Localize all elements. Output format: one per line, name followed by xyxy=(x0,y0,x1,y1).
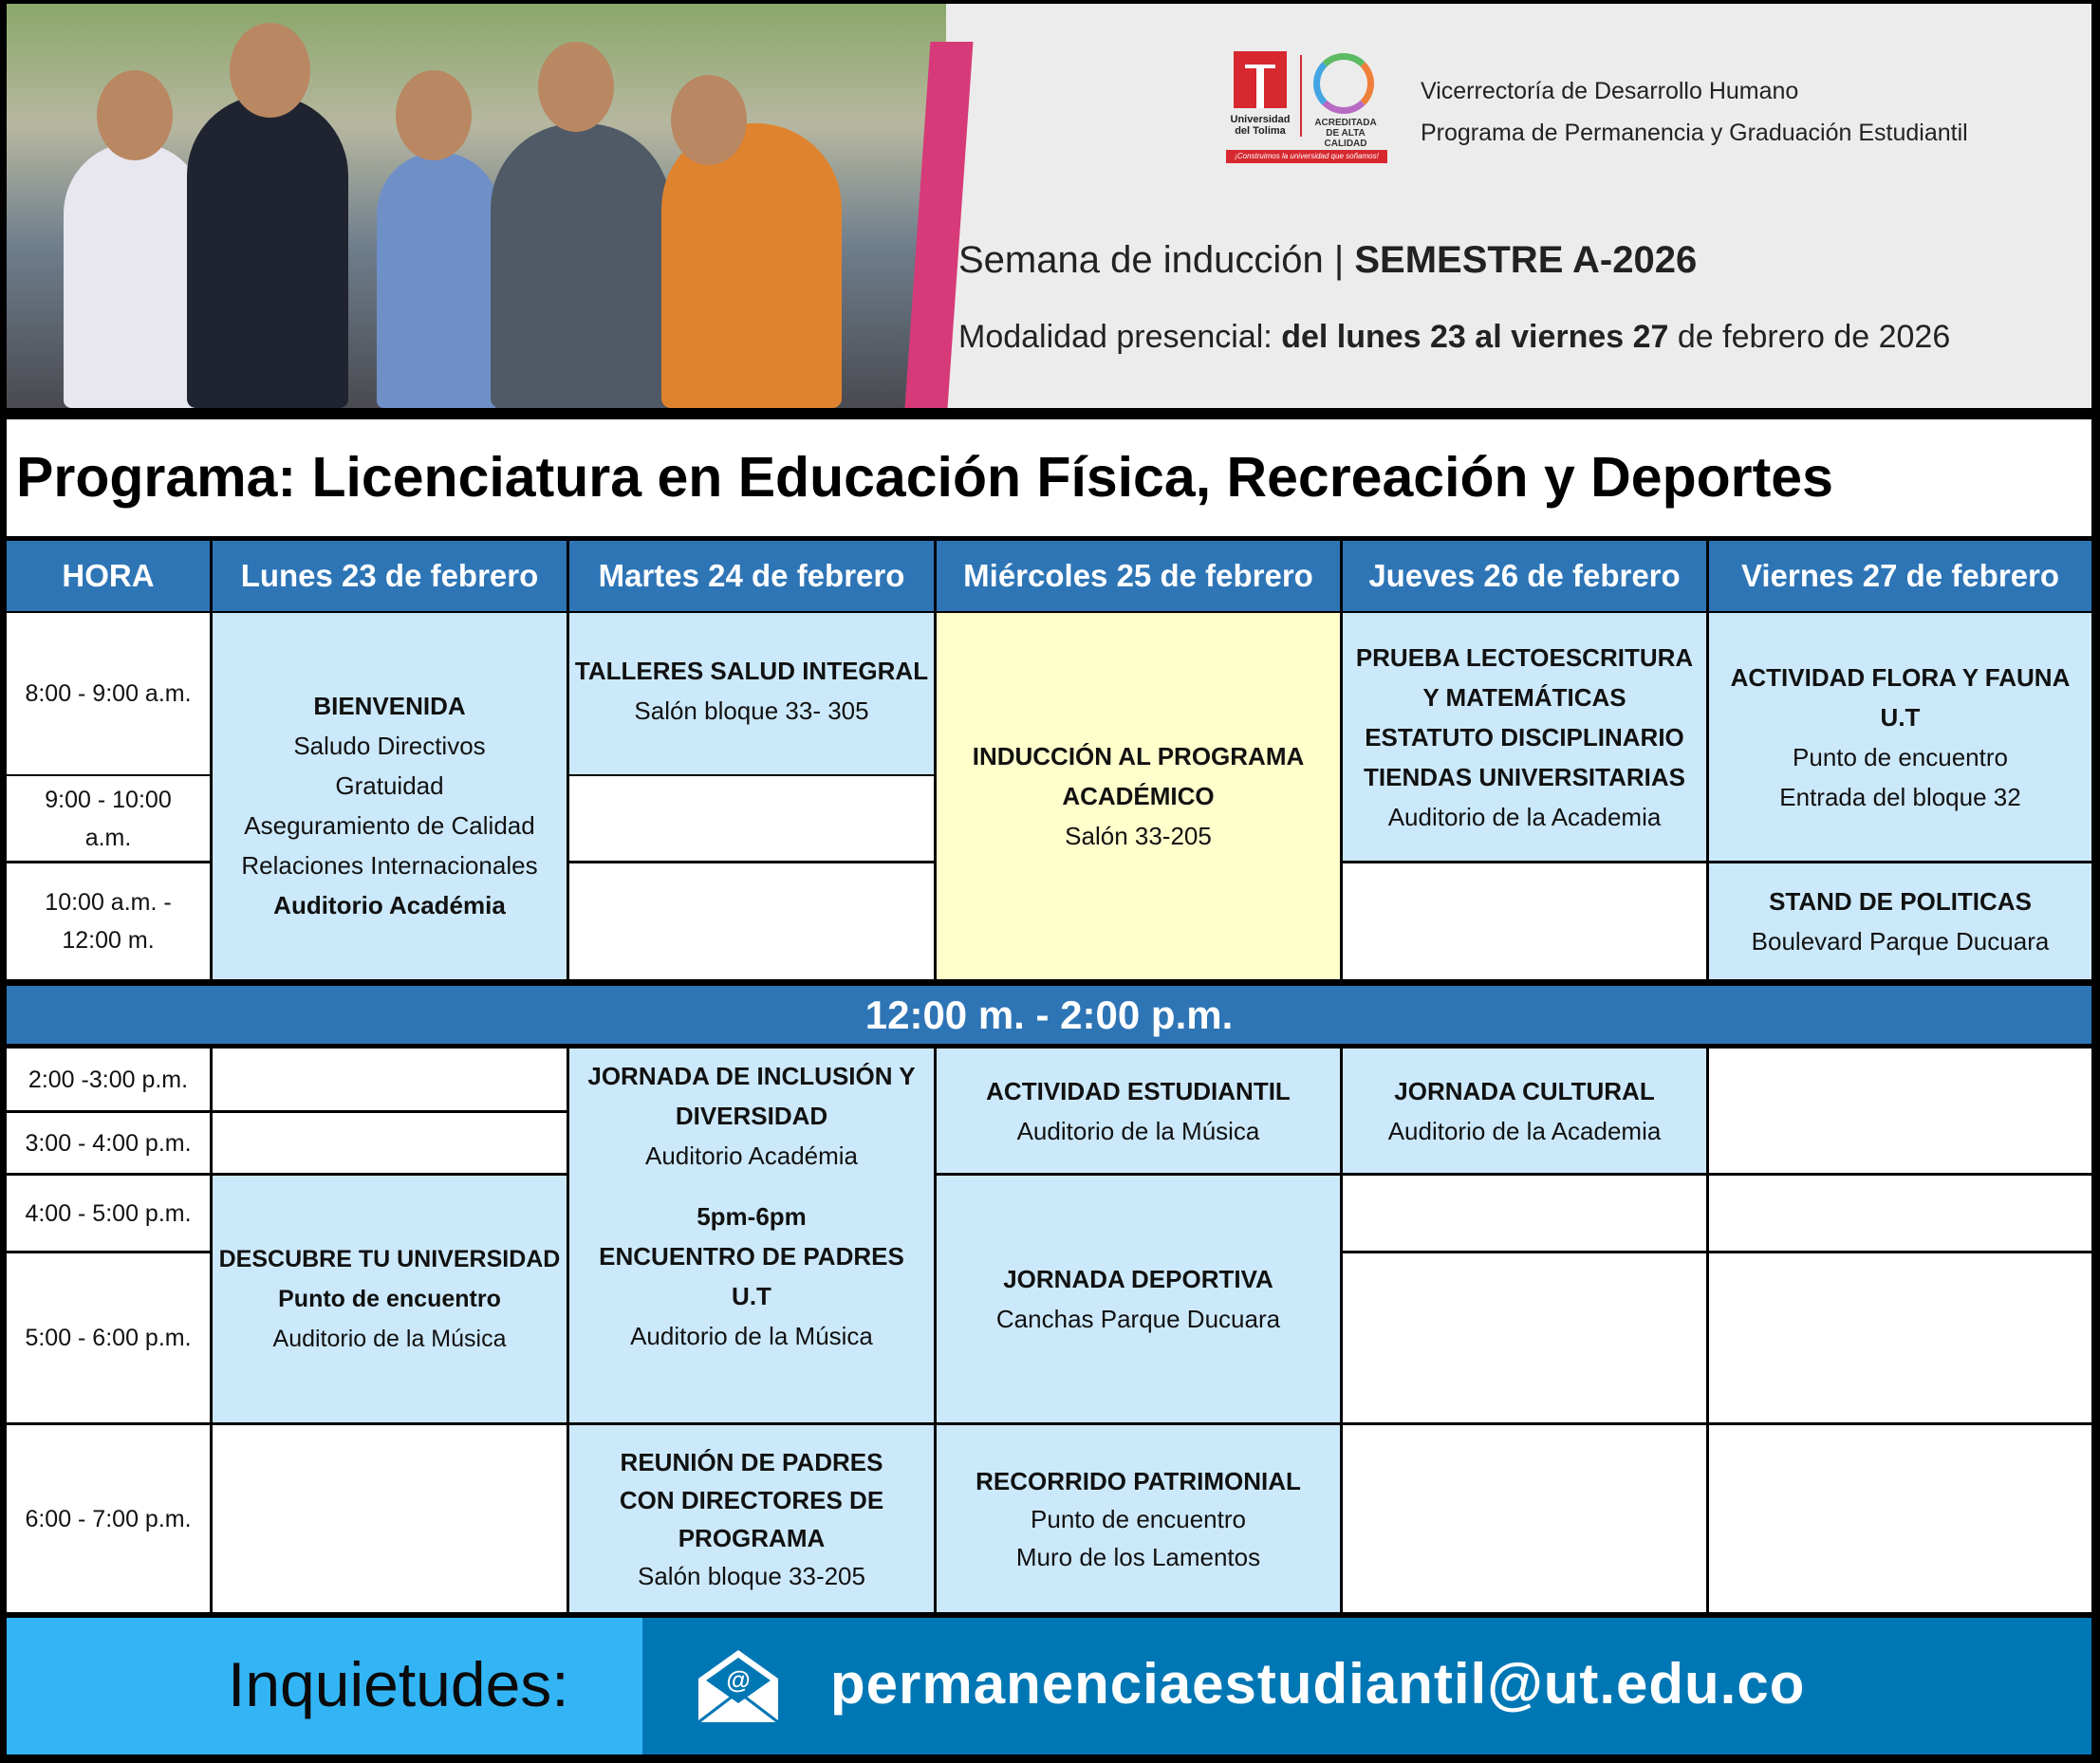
time-slot-2-3: 2:00 -3:00 p.m. xyxy=(7,1049,210,1110)
event-title: TIENDAS UNIVERSITARIAS xyxy=(1364,762,1685,791)
event-flora-fauna xyxy=(1709,613,2091,861)
students-photo xyxy=(7,4,946,408)
event-title: ACADÉMICO xyxy=(1062,782,1215,810)
inquiries-label: Inquietudes: xyxy=(228,1649,569,1719)
event-place: Entrada del bloque 32 xyxy=(1779,782,2021,811)
empty-slot xyxy=(1343,1425,1706,1612)
accreditation-label: ACREDITADA DE ALTA CALIDAD xyxy=(1314,118,1377,149)
event-place: Auditorio de la Academia xyxy=(1387,1116,1662,1145)
event-inclusion-diversidad xyxy=(569,1049,934,1422)
col-header-wednesday: Miércoles 25 de febrero xyxy=(937,541,1340,611)
slogan: ¡Construimos la universidad que soñamos! xyxy=(1226,150,1387,163)
col-header-thursday: Jueves 26 de febrero xyxy=(1343,541,1706,611)
event-prueba-lectoescritura xyxy=(1343,613,1706,861)
email-at-envelope-icon xyxy=(693,1646,784,1726)
time-line: 12:00 m. xyxy=(62,927,155,954)
event-title: STAND DE POLITICAS xyxy=(1769,887,2032,916)
modality-dates xyxy=(958,319,1950,356)
empty-slot xyxy=(213,1425,567,1612)
semester-label: SEMESTRE A-2026 xyxy=(1354,239,1698,281)
empty-slot xyxy=(1709,1425,2091,1612)
col-header-tuesday: Martes 24 de febrero xyxy=(569,541,934,611)
event-title: ACTIVIDAD ESTUDIANTIL xyxy=(986,1076,1291,1105)
time-slot-6-7: 6:00 - 7:00 p.m. xyxy=(7,1425,210,1612)
ut-logo-icon xyxy=(1234,51,1287,108)
event-jornada-deportiva xyxy=(937,1176,1340,1422)
event-actividad-estudiantil xyxy=(937,1049,1340,1173)
event-place: Auditorio de la Música xyxy=(630,1322,873,1350)
empty-slot xyxy=(1343,1253,1706,1422)
empty-slot xyxy=(213,1113,567,1173)
time-slot-10-12 xyxy=(7,863,210,979)
event-title: Y MATEMÁTICAS xyxy=(1422,682,1626,712)
event-place: Salón 33-205 xyxy=(1065,822,1212,850)
event-title: JORNADA DEPORTIVA xyxy=(1003,1265,1273,1293)
event-title: JORNADA CULTURAL xyxy=(1394,1076,1655,1105)
col-header-monday: Lunes 23 de febrero xyxy=(213,541,567,611)
event-title: U.T xyxy=(1880,702,1921,732)
time-slot-9-10 xyxy=(7,776,210,861)
event-title: ACTIVIDAD FLORA Y FAUNA xyxy=(1730,662,2071,692)
organization-text xyxy=(1421,70,1968,154)
col-header-friday: Viernes 27 de febrero xyxy=(1709,541,2091,611)
empty-slot xyxy=(1343,863,1706,979)
time-slot-4-5: 4:00 - 5:00 p.m. xyxy=(7,1176,210,1251)
event-title: RECORRIDO PATRIMONIAL xyxy=(976,1466,1301,1495)
time-line: a.m. xyxy=(84,824,132,851)
event-line: Saludo Directivos xyxy=(293,732,486,760)
event-place: Auditorio de la Música xyxy=(1016,1116,1260,1145)
event-place: Punto de encuentro xyxy=(1031,1504,1246,1533)
event-title: ENCUENTRO DE PADRES xyxy=(599,1242,904,1271)
event-place: Auditorio de la Música xyxy=(272,1326,507,1352)
event-place: Salón bloque 33-205 xyxy=(638,1561,865,1590)
week-prefix: Semana de inducción | xyxy=(958,239,1355,281)
event-place: Boulevard Parque Ducuara xyxy=(1751,927,2050,956)
event-title: DESCUBRE TU UNIVERSIDAD xyxy=(218,1246,561,1272)
col-header-hora: HORA xyxy=(7,541,210,611)
event-subtitle: Punto de encuentro xyxy=(278,1286,501,1312)
empty-slot xyxy=(1709,1049,2091,1173)
empty-slot xyxy=(1343,1176,1706,1251)
event-place: Canchas Parque Ducuara xyxy=(995,1305,1281,1333)
event-bienvenida xyxy=(213,613,567,979)
event-place: Salón bloque 33- 305 xyxy=(634,696,869,725)
event-title: ESTATUTO DISCIPLINARIO xyxy=(1365,722,1684,752)
time-slot-8-9: 8:00 - 9:00 a.m. xyxy=(7,613,210,774)
event-talleres-salud xyxy=(569,613,934,774)
event-title: CON DIRECTORES DE xyxy=(619,1485,884,1514)
event-title: U.T xyxy=(732,1282,771,1310)
empty-slot xyxy=(569,863,934,979)
event-title: INDUCCIÓN AL PROGRAMA xyxy=(972,742,1305,770)
time-line: 10:00 a.m. - xyxy=(45,889,172,916)
event-time: 5pm-6pm xyxy=(697,1202,807,1231)
event-place: Auditorio de la Academia xyxy=(1387,802,1662,831)
event-line: Gratuidad xyxy=(335,771,444,800)
event-line: Relaciones Internacionales xyxy=(241,851,538,880)
date-range: del lunes 23 al viernes 27 xyxy=(1281,319,1669,355)
induction-week-heading xyxy=(958,239,1697,282)
event-descubre-universidad xyxy=(213,1176,567,1422)
event-title: PROGRAMA xyxy=(678,1523,826,1552)
event-title: DIVERSIDAD xyxy=(675,1102,828,1130)
empty-slot xyxy=(1709,1253,2091,1422)
event-title: TALLERES SALUD INTEGRAL xyxy=(574,657,929,685)
event-place: Auditorio Académia xyxy=(273,891,506,919)
contact-email-link[interactable]: permanenciaestudiantil@ut.edu.co xyxy=(830,1652,1806,1716)
event-title: JORNADA DE INCLUSIÓN Y xyxy=(587,1062,916,1090)
modality-prefix: Modalidad presencial: xyxy=(958,319,1282,355)
header-banner xyxy=(7,4,2091,408)
svg-text:@: @ xyxy=(726,1665,751,1694)
empty-slot xyxy=(569,776,934,861)
event-reunion-padres xyxy=(569,1425,934,1612)
accreditation-logo-icon xyxy=(1313,53,1374,114)
event-line: Aseguramiento de Calidad xyxy=(244,811,535,840)
event-jornada-cultural xyxy=(1343,1049,1706,1173)
lunch-break-bar: 12:00 m. - 2:00 p.m. xyxy=(7,986,2091,1044)
event-stand-politicas xyxy=(1709,863,2091,979)
event-induccion-programa xyxy=(937,613,1340,979)
institution-logos xyxy=(1226,51,1397,165)
time-line: 9:00 - 10:00 xyxy=(45,786,172,813)
event-place: Auditorio Académia xyxy=(644,1141,859,1170)
event-title: REUNIÓN DE PADRES xyxy=(620,1447,883,1476)
event-place: Muro de los Lamentos xyxy=(1015,1542,1261,1571)
event-place: Punto de encuentro xyxy=(1793,742,2008,771)
page-title: Programa: Licenciatura en Educación Física, Recreación y Deportes xyxy=(7,419,2091,536)
event-title: BIENVENIDA xyxy=(313,692,466,720)
org-line-1: Vicerrectoría de Desarrollo Humano xyxy=(1421,78,1799,104)
time-slot-3-4: 3:00 - 4:00 p.m. xyxy=(7,1113,210,1173)
time-slot-5-6: 5:00 - 6:00 p.m. xyxy=(7,1253,210,1422)
empty-slot xyxy=(213,1049,567,1110)
event-title: PRUEBA LECTOESCRITURA xyxy=(1355,642,1694,672)
ut-logo-label: Universidad del Tolima xyxy=(1230,114,1291,137)
event-recorrido-patrimonial xyxy=(937,1425,1340,1612)
modality-suffix: de febrero de 2026 xyxy=(1668,319,1951,355)
org-line-2: Programa de Permanencia y Graduación Estudiantil xyxy=(1421,120,1968,146)
empty-slot xyxy=(1709,1176,2091,1251)
